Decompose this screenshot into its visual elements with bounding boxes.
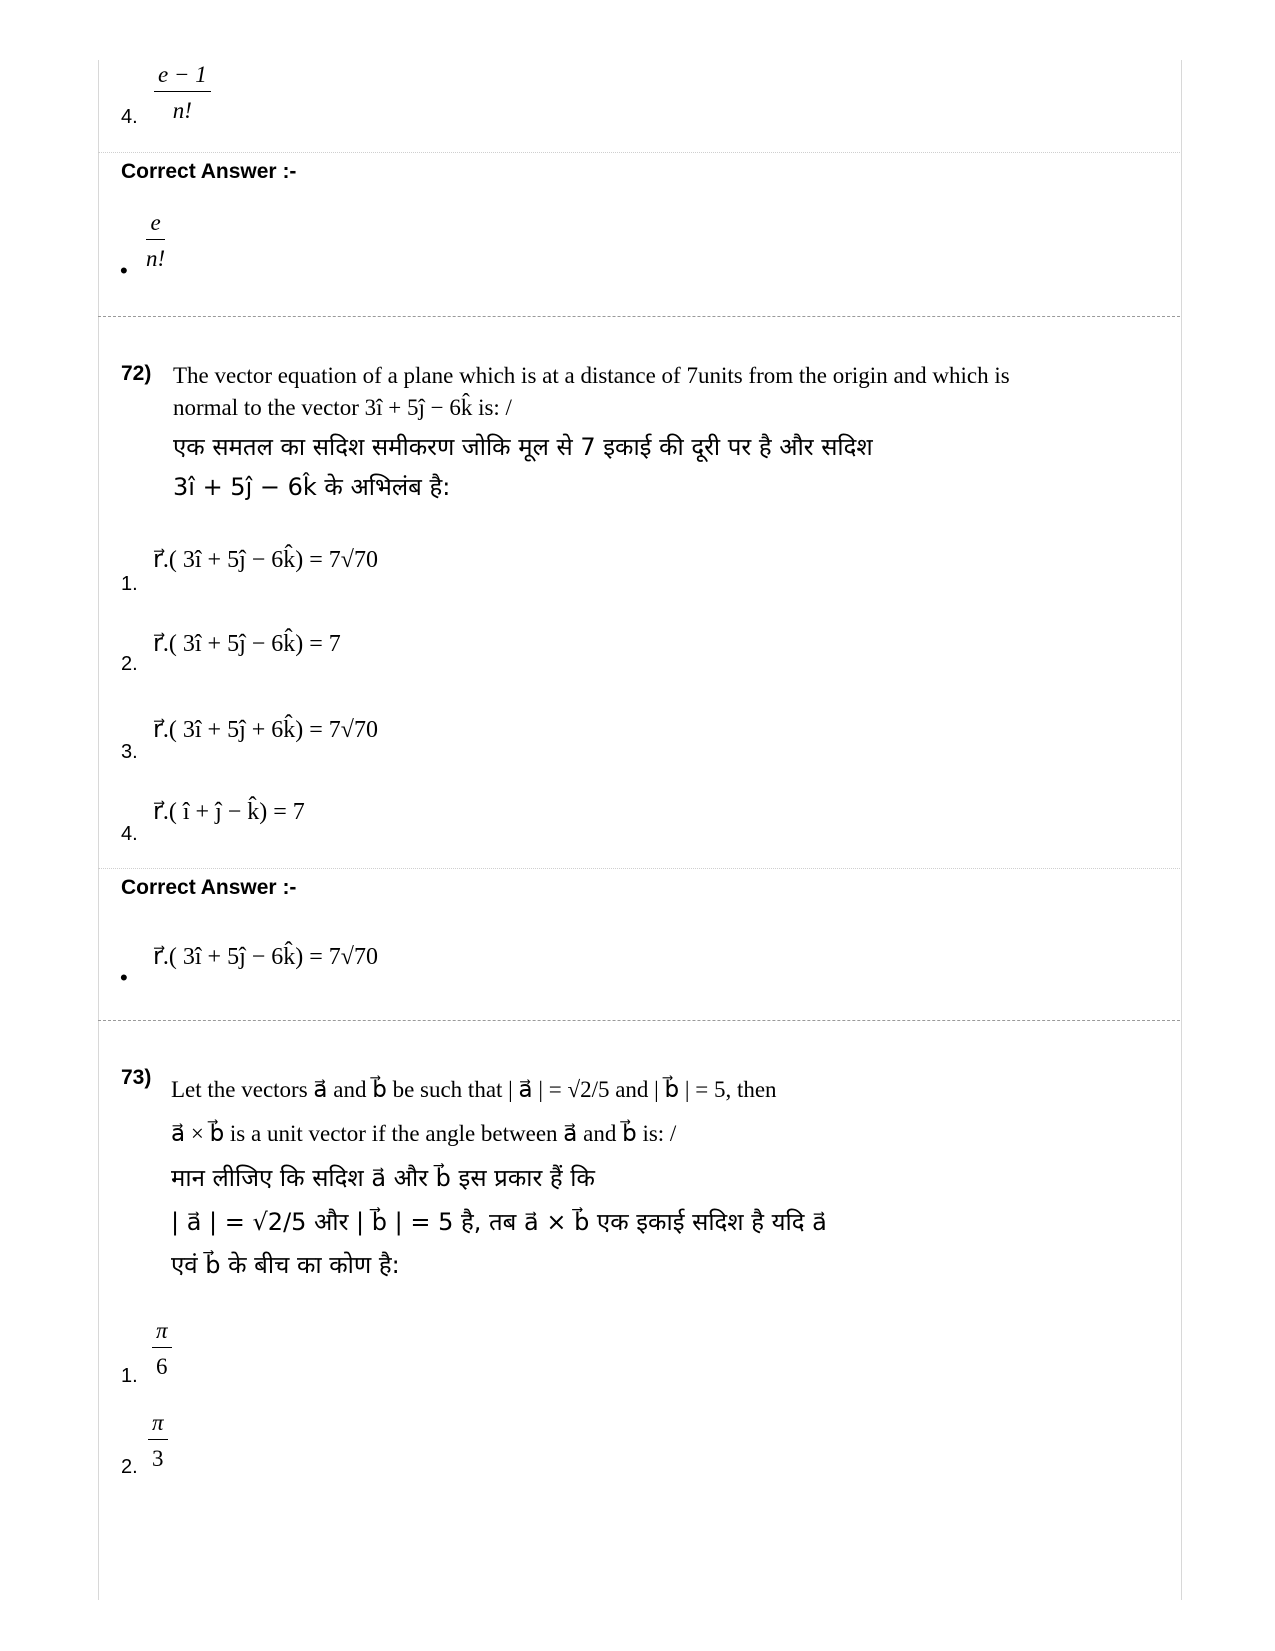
q72-correct-expr: r⃗.( 3î + 5ĵ − 6k̂) = 7√70 [153,944,378,970]
q73-text-en-line1: Let the vectors a⃗ and b⃗ be such that | a⃗ | = √2/5 and | b⃗ | = 5, then [171,1077,777,1102]
q72-option2-number: 2. [121,653,138,675]
q72-option1-number: 1. [121,573,138,595]
question-separator [98,316,1180,317]
prev-correct-fraction [146,210,165,272]
q73-option1-fraction [152,1318,172,1380]
q73-text-hi-line3: एवं b⃗ के बीच का कोण है: [171,1251,400,1279]
q72-text-hi-line1: एक समतल का सदिश समीकरण जोकि मूल से 7 इकाई की दूरी पर है और सदिश [173,433,873,461]
q73-text-hi-line1: मान लीजिए कि सदिश a⃗ और b⃗ इस प्रकार हैं कि [171,1164,595,1192]
q73-option1-numerator: π [152,1318,172,1348]
page-frame [98,60,1182,1600]
q73-option1-number: 1. [121,1365,138,1387]
q73-option2-fraction [148,1410,168,1472]
question-separator [98,1020,1180,1021]
q73-text-en-line2: a⃗ × b⃗ is a unit vector if the angle between a⃗ and b⃗ is: / [171,1121,677,1146]
q73-option1-denominator: 6 [156,1354,168,1379]
prev-option4-number: 4. [121,106,138,128]
prev-option4-numerator: e − 1 [154,62,211,92]
prev-correct-label: Correct Answer :- [121,160,297,183]
q72-correct-bullet: • [120,965,128,990]
q72-correct-label: Correct Answer :- [121,876,297,899]
prev-correct-denominator: n! [146,246,166,271]
q72-text-en-line2: normal to the vector 3î + 5ĵ − 6k̂ is: / [173,395,512,420]
q72-number: 72) [121,362,152,385]
q72-option3-number: 3. [121,741,138,763]
prev-option4-fraction [154,62,211,124]
q72-text-en-line1: The vector equation of a plane which is at a distance of 7units from the origin and which is [173,363,1010,388]
q72-option2-expr: r⃗.( 3î + 5ĵ − 6k̂) = 7 [153,631,341,657]
q73-text-hi-line2: | a⃗ | = √2/5 और | b⃗ | = 5 है, तब a⃗ × b⃗ एक इकाई सदिश है यदि a⃗ [171,1208,827,1236]
q72-option4-expr: r⃗.( î + ĵ − k̂) = 7 [153,799,305,825]
prev-correct-numerator: e [146,210,165,240]
q72-option4-number: 4. [121,823,138,845]
q72-option1-expr: r⃗.( 3î + 5ĵ − 6k̂) = 7√70 [153,547,378,573]
divider [98,868,1180,869]
q72-option3-expr: r⃗.( 3î + 5ĵ + 6k̂) = 7√70 [153,717,378,743]
divider [98,152,1180,153]
prev-correct-bullet: • [120,258,128,283]
q73-option2-number: 2. [121,1456,138,1478]
q73-option2-numerator: π [148,1410,168,1440]
q73-number: 73) [121,1066,152,1089]
prev-option4-denominator: n! [172,98,192,123]
q72-text-hi-line2: 3î + 5ĵ − 6k̂ के अभिलंब है: [173,473,451,501]
q73-option2-denominator: 3 [152,1446,164,1471]
